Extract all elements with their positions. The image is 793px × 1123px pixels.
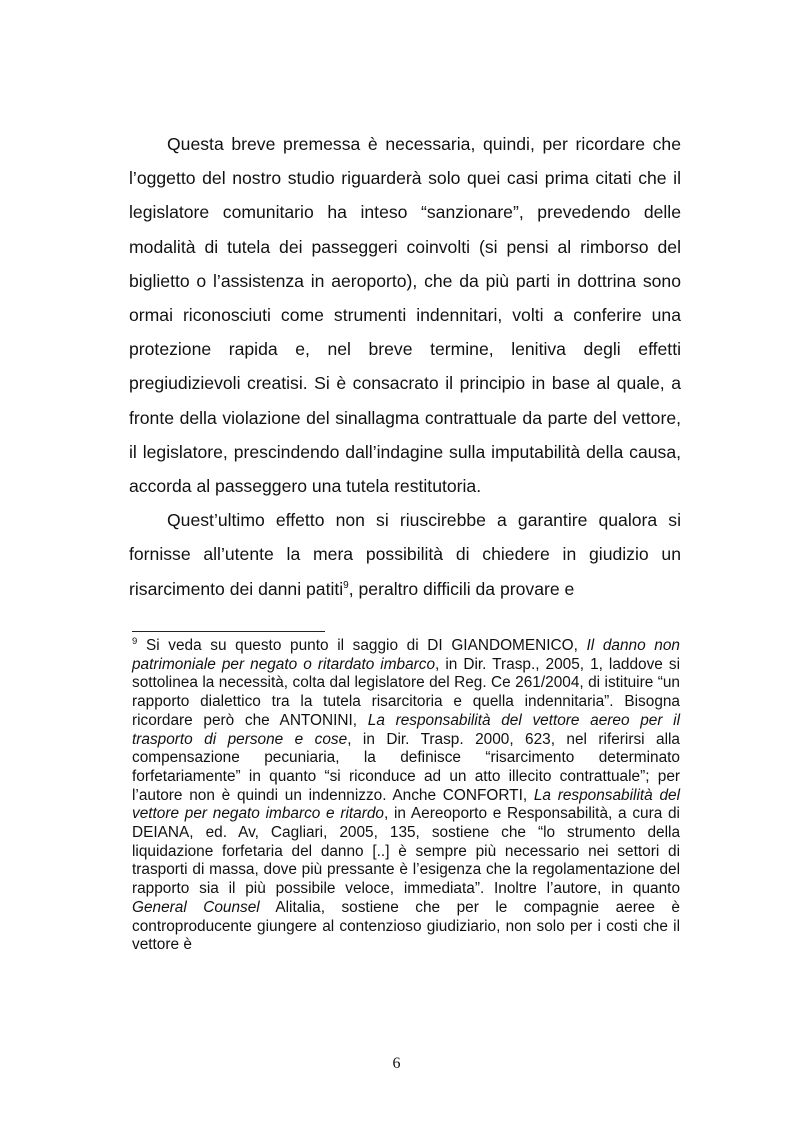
paragraph-1: Questa breve premessa è necessaria, quindi, per ricordare che l’oggetto del nostro studio riguarderà solo quei casi prima citati che il legislatore comunitario ha inteso “sanzionare”, prevedendo delle modalità di tutela dei passeggeri coinvolti (si pensi al rimborso del biglietto o l’assistenza in aeroporto), che da più parti in dottrina sono ormai riconosciuti come strumenti indennitari, volti a conferire una protezione rapida e, nel breve termine, lenitiva degli effetti pregiudizievoli creatisi. Si è consacrato il principio in base al quale, a fronte della violazione del sinallagma contrattuale da parte del vettore, il legislatore, prescindendo dall’indagine sulla imputabilità della causa, accorda al passeggero una tutela restitutoria.	[129, 134, 681, 497]
footnote-text: , in Dir. Trasp. 2000, 623, nel riferirsi alla compensazione pecuniaria, la definisce “risarcimento determinato forfetariamente” in quanto “si riconduce ad un atto illecito contrattuale”; per l’autore non è quindi un indennizzo. Anche CONFORTI,	[132, 730, 680, 804]
footnote-title-italic: Il danno non patrimoniale per negato o ritardato imbarco	[132, 637, 680, 673]
paragraph-2-continuation: , peraltro difficili da provare e	[348, 578, 575, 599]
footnote-text: Alitalia, sostiene che per le compagnie aeree è controproducente giungere al contenzioso giudiziario, non solo per i costi che il vettore è	[132, 898, 680, 954]
footnote-title-italic: La responsabilità del vettore aereo per il trasporto di persone e cose	[132, 711, 680, 748]
paragraph-2-text: Quest’ultimo effetto non si riuscirebbe a garantire qualora si fornisse all’utente la mera possibilità di chiedere in giudizio un risarcimento dei danni patiti	[129, 510, 681, 599]
page-number: 6	[392, 1055, 401, 1072]
footnote-number: 9	[132, 635, 138, 647]
footnote-term-italic: General Counsel	[132, 898, 260, 916]
footnote-text: Si veda su questo punto il saggio di DI GIANDOMENICO,	[137, 637, 587, 654]
footnote-text: , in Dir. Trasp., 2005, 1, laddove si sottolinea la necessità, colta dal legislatore del Reg. Ce 261/2004, di istituire “un rapporto dialettico tra la tutela risarcitoria e quella indennitaria”. Bisogna ricordare però che ANTONINI,	[132, 655, 680, 729]
footnote-separator	[132, 631, 325, 632]
footnote-reference: 9	[343, 579, 349, 591]
footnote-text: , in Aereoporto e Responsabilità, a cura di DEIANA, ed. Av, Cagliari, 2005, 135, sostiene che “lo strumento della liquidazione forfetaria del danno [..] è sempre più necessario nei settori di trasporti di massa, dove più pressante è l’esigenza che la regolamentazione del rapporto sia il più possibile veloce, immediata”. Inoltre l’autore, in quanto	[132, 805, 680, 898]
footnote-title-italic: La responsabilità del vettore per negato imbarco e ritardo	[132, 786, 680, 823]
footnote	[132, 637, 680, 955]
body-text	[129, 127, 681, 606]
paragraph-2	[129, 503, 681, 606]
